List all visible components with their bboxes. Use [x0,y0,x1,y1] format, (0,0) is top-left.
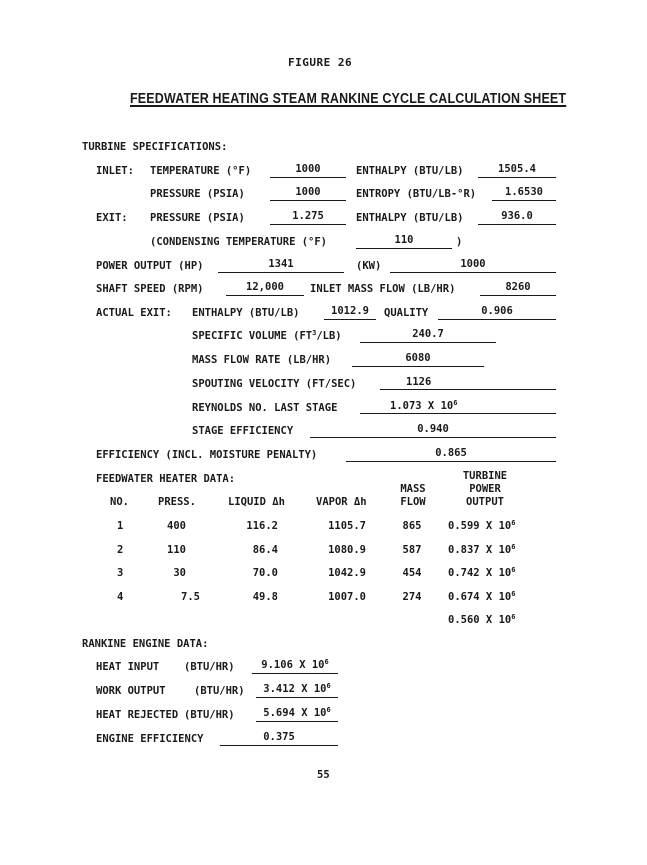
row-press: 30 [173,567,186,579]
stage-efficiency-value: 0.940 [310,422,556,438]
power-hp-value: 1341 [218,257,344,273]
col-liquid: LIQUID Δh [228,496,285,508]
mass-flow-rate-value: 6080 [352,351,484,367]
temperature-value: 1000 [270,162,346,178]
mass-flow-value: 8260 [480,280,556,296]
engine-efficiency-value: 0.375 [220,730,338,746]
exit-enthalpy-label: ENTHALPY (BTU/LB) [356,212,464,224]
row-vapor: 1105.7 [328,520,366,532]
stage-efficiency-label: STAGE EFFICIENCY [192,425,294,437]
row-flow: 274 [402,591,422,603]
page-number: 55 [317,769,330,781]
page-title: FEEDWATER HEATING STEAM RANKINE CYCLE CALCULATION SHEET [130,91,567,107]
figure-label: FIGURE 26 [288,56,353,69]
col-no: NO. [110,496,129,508]
work-output-unit: (BTU/HR) [194,685,245,697]
feedwater-heading: FEEDWATER HEATER DATA: [96,473,236,485]
condensing-close: ) [456,236,463,248]
row-no: 1 [117,520,124,532]
exit-label: EXIT: [96,212,128,224]
reynolds-label: REYNOLDS NO. LAST STAGE [192,402,338,414]
reynolds-value: 1.073 X $10^6$ [360,399,556,414]
row-flow: 865 [402,520,422,532]
heat-input-label: HEAT INPUT [96,661,160,673]
inlet-pressure-label: PRESSURE (PSIA) [150,188,245,200]
quality-label: QUALITY [384,307,429,319]
inlet-pressure-value: 1000 [270,185,346,201]
efficiency-value: 0.865 [346,446,556,462]
work-output-value: 3.412 X $10^6$ [256,682,338,698]
power-hp-label: POWER OUTPUT (HP) [96,260,204,272]
shaft-speed-value: 12,000 [226,280,304,296]
actual-enthalpy-value: 1012.9 [324,304,376,320]
condensing-value: 110 [356,233,452,249]
row-flow: 454 [402,567,422,579]
engine-efficiency-label: ENGINE EFFICIENCY [96,733,204,745]
exit-pressure-value: 1.275 [270,209,346,225]
entropy-value: 1.6530 [492,185,556,201]
row-no: 4 [117,591,124,603]
rankine-heading: RANKINE ENGINE DATA: [82,638,209,650]
row-liquid: 116.2 [246,520,278,532]
heat-input-value: 9.106 X $10^6$ [252,658,338,674]
row-liquid: 70.0 [252,567,278,579]
power-kw-label: (KW) [356,260,382,272]
col-turbine-power: TURBINE POWER OUTPUT [462,470,508,508]
row-power: 0.742 X $10^6$ [448,566,516,579]
specific-volume-value: 240.7 [360,327,496,343]
specific-volume-label: SPECIFIC VOLUME $(FT^3/LB)$ [192,329,342,342]
row-vapor: 1080.9 [328,544,366,556]
power-kw-value: 1000 [390,257,556,273]
heat-input-unit: (BTU/HR) [184,661,235,673]
heat-rejected-value: 5.694 X $10^6$ [256,706,338,722]
row-press: 400 [167,520,186,532]
mass-flow-label: INLET MASS FLOW (LB/HR) [310,283,456,295]
exit-enthalpy-value: 936.0 [478,209,556,225]
row-vapor: 1042.9 [328,567,366,579]
inlet-enthalpy-value: 1505.4 [478,162,556,178]
row-power: 0.837 X $10^6$ [448,543,516,556]
final-power-output: 0.560 X $10^6$ [448,613,516,626]
row-flow: 587 [402,544,422,556]
inlet-enthalpy-label: ENTHALPY (BTU/LB) [356,165,464,177]
turbine-specs-heading: TURBINE SPECIFICATIONS: [82,141,228,153]
inlet-label: INLET: [96,165,134,177]
row-power: 0.674 X $10^6$ [448,590,516,603]
row-vapor: 1007.0 [328,591,366,603]
efficiency-label: EFFICIENCY (INCL. MOISTURE PENALTY) [96,449,318,461]
row-press: 7.5 [181,591,200,603]
work-output-label: WORK OUTPUT [96,685,166,697]
col-press: PRESS. [158,496,196,508]
mass-flow-rate-label: MASS FLOW RATE (LB/HR) [192,354,332,366]
heat-rejected-unit: (BTU/HR) [184,709,235,721]
condensing-label: (CONDENSING TEMPERATURE (°F) [150,236,328,248]
row-no: 2 [117,544,124,556]
row-no: 3 [117,567,124,579]
row-liquid: 86.4 [252,544,278,556]
shaft-speed-label: SHAFT SPEED (RPM) [96,283,204,295]
spouting-velocity-label: SPOUTING VELOCITY (FT/SEC) [192,378,357,390]
entropy-label: ENTROPY (BTU/LB-°R) [356,188,477,200]
spouting-velocity-value: 1126 [380,375,556,390]
heat-rejected-label: HEAT REJECTED [96,709,179,721]
temperature-label: TEMPERATURE (°F) [150,165,252,177]
col-mass-flow: MASS FLOW [400,483,426,508]
row-liquid: 49.8 [252,591,278,603]
quality-value: 0.906 [438,304,556,320]
actual-enthalpy-label: ENTHALPY (BTU/LB) [192,307,300,319]
row-press: 110 [167,544,186,556]
actual-exit-label: ACTUAL EXIT: [96,307,172,319]
row-power: 0.599 X $10^6$ [448,519,516,532]
col-vapor: VAPOR Δh [316,496,367,508]
exit-pressure-label: PRESSURE (PSIA) [150,212,245,224]
